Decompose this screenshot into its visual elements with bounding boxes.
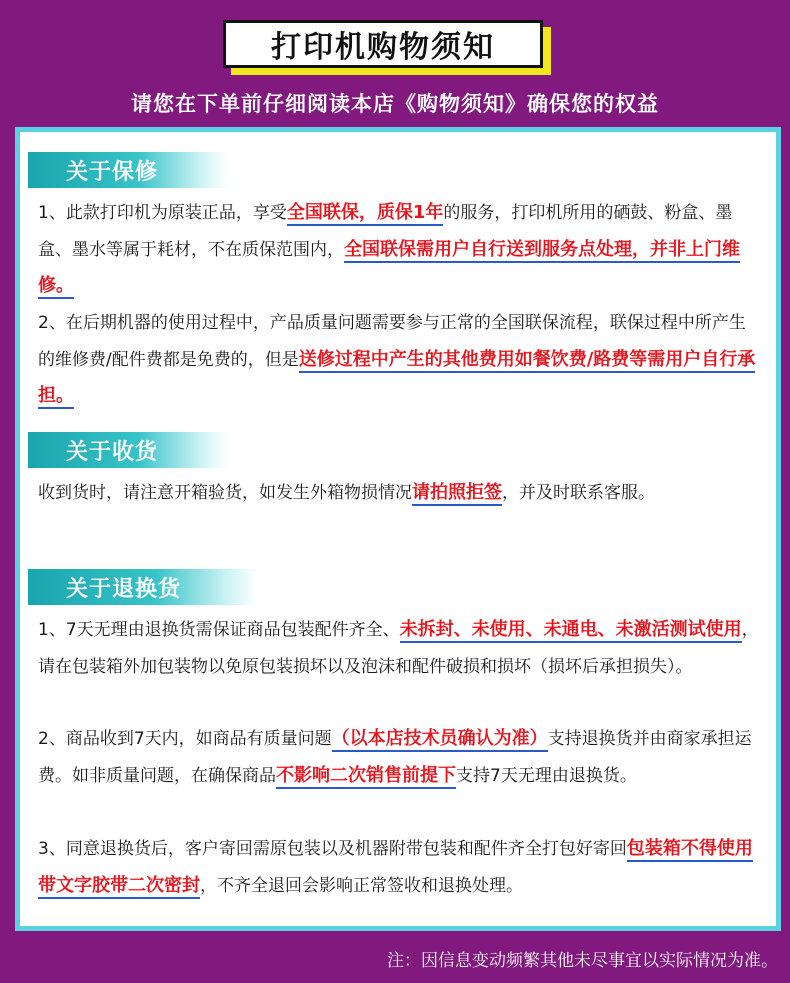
- returns-paragraph-2: [38, 721, 762, 794]
- returns-p2-highlight-1: （以本店技术员确认为准）: [332, 728, 548, 752]
- footer-note: 注：因信息变动频繁其他未尽事宜以实际情况为准。: [387, 951, 778, 971]
- page-subtitle: 请您在下单前仔细阅读本店《购物须知》确保您的权益: [131, 92, 659, 116]
- receiving-p1-highlight-1: 请拍照拒签: [412, 482, 502, 506]
- section-heading-warranty: 关于保修: [28, 152, 228, 188]
- returns-p1-text-2: ，请在包装箱外加包装物以免原包装损坏以及泡沫和配件破损和损坏（损坏后承担损失）。: [38, 620, 759, 677]
- receiving-p1-text-2: ，并及时联系客服。: [502, 483, 655, 503]
- section-heading-returns: 关于退换货: [28, 569, 258, 605]
- warranty-p2-highlight-1: 送修过程中产生的其他费用如餐饮费/路费等需用户自行承担。: [38, 349, 755, 410]
- returns-p2-text-2: 支持退换货并由商家承担运费。如非质量问题，在确保商品: [38, 729, 752, 786]
- notice-panel: [15, 127, 781, 931]
- warranty-p1-highlight-1: 全国联保，质保1年: [287, 202, 444, 226]
- returns-p2-text-3: 支持7天无理由退换货。: [456, 765, 637, 786]
- warranty-p2-text-1: 2、在后期机器的使用过程中，产品质量问题需要参与正常的全国联保流程，联保过程中所产生的维修费/配件费都是免费的，但是: [38, 313, 746, 370]
- receiving-p1-text-1: 收到货时，请注意开箱验货，如发生外箱物损情况: [38, 483, 412, 503]
- returns-p2-highlight-2: 不影响二次销售前提下: [276, 765, 456, 789]
- warranty-paragraph-2: [38, 305, 762, 415]
- returns-p3-text-1: 3、同意退换货后，客户寄回需原包装以及机器附带包装和配件齐全打包好寄回: [38, 839, 627, 859]
- returns-paragraph-3: [38, 831, 762, 904]
- returns-paragraph-1: [38, 612, 762, 685]
- notice-panel-content: [20, 132, 776, 926]
- section-heading-receiving: 关于收货: [28, 432, 228, 468]
- returns-p3-text-2: ，不齐全退回会影响正常签收和退换处理。: [200, 875, 523, 896]
- receiving-paragraph-1: [38, 475, 762, 512]
- page-title: 打印机购物须知: [223, 20, 543, 68]
- warranty-p1-text-1: 1、此款打印机为原装正品，享受: [38, 203, 287, 223]
- returns-p3-highlight-1: 包装箱不得使用带文字胶带二次密封: [38, 838, 753, 899]
- warranty-p1-text-2: 的服务，打印机所用的硒鼓、粉盒、墨盒、墨水等属于耗材，不在质保范围内，: [38, 203, 733, 260]
- warranty-p1-highlight-2: 全国联保需用户自行送到服务点处理，并非上门维修。: [38, 239, 740, 300]
- returns-p2-text-1: 2、商品收到7天内，如商品有质量问题: [38, 729, 332, 749]
- returns-p1-highlight-1: 未拆封、未使用、未通电、未激活测试使用: [400, 619, 742, 643]
- returns-p1-text-1: 1、7天无理由退换货需保证商品包装配件齐全、: [38, 620, 400, 640]
- warranty-paragraph-1: [38, 195, 762, 305]
